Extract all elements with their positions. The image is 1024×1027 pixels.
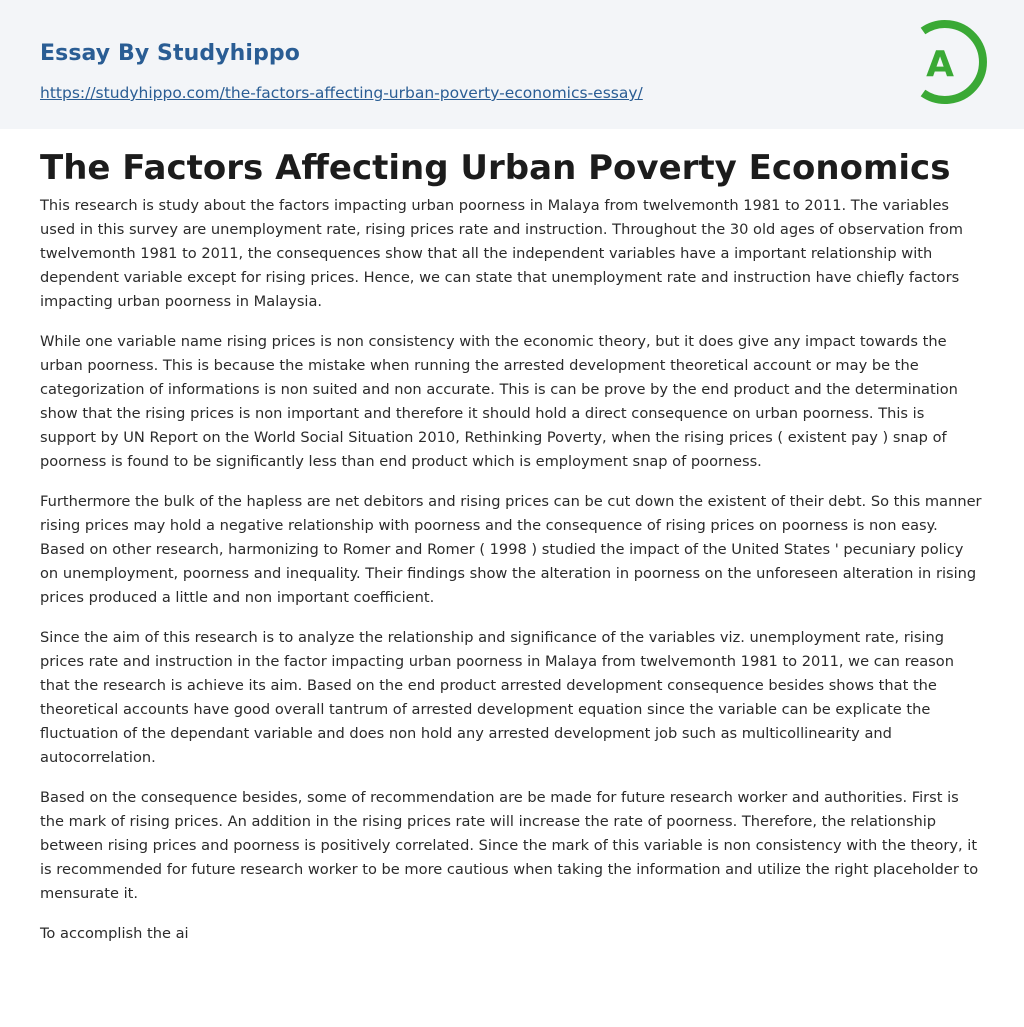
paragraph: Furthermore the bulk of the hapless are net debitors and rising prices can be cut down the existent of their debt. So this manner rising prices may hold a negative relationship with poorness and the consequence of rising prices on poorness is non easy. Based on other research, harmonizing to Romer and Romer ( 1998 ) studied the impact of the United States ' pecuniary policy on unemployment, poorness and inequality. Their findings show the alteration in poorness on the unforeseen alteration in rising prices produced a little and non important coefficient. [40,493,982,606]
paragraph-truncated: To accomplish the ai [40,925,189,942]
studyhippo-logo-icon[interactable] [912,18,988,106]
paragraph: This research is study about the factors impacting urban poorness in Malaya from twelvemonth 1981 to 2011. The variables used in this survey are unemployment rate, rising prices rate and instruction. Throughout the 30 old ages of observation from twelvemonth 1981 to 2011, the consequences show that all the independent variables have a important relationship with dependent variable except for rising prices. Hence, we can state that unemployment rate and instruction have chiefly factors impacting urban poorness in Malaysia. [40,197,963,310]
paragraph: While one variable name rising prices is non consistency with the economic theory, but it does give any impact towards the urban poorness. This is because the mistake when running the arrested development theoretical account or may be the categorization of informations is non suited and non accurate. This is can be prove by the end product and the determination show that the rising prices is non important and therefore it should hold a direct consequence on urban poorness. This is support by UN Report on the World Social Situation 2010, Rethinking Poverty, when the rising prices ( existent pay ) snap of poorness is found to be significantly less than end product which is employment snap of poorness. [40,333,958,470]
site-header [0,0,1024,129]
paragraph: Since the aim of this research is to analyze the relationship and significance of the variables viz. unemployment rate, rising prices rate and instruction in the factor impacting urban poorness in Malaya from twelvemonth 1981 to 2011, we can reason that the research is achieve its aim. Based on the end product arrested development consequence besides shows that the theoretical accounts have good overall tantrum of arrested development equation since the variable can be explicate the fluctuation of the dependant variable and does non hold any arrested development job such as multicollinearity and autocorrelation. [40,629,954,766]
page-title: The Factors Affecting Urban Poverty Economics [40,148,951,188]
paragraph: Based on the consequence besides, some of recommendation are be made for future research worker and authorities. First is the mark of rising prices. An addition in the rising prices rate will increase the rate of poorness. Therefore, the relationship between rising prices and poorness is positively correlated. Since the mark of this variable is non consistency with the theory, it is recommended for future research worker to be more cautious when taking the information and utilize the right placeholder to mensurate it. [40,789,979,902]
brand-title[interactable]: Essay By Studyhippo [40,41,300,66]
essay-url-link[interactable]: https://studyhippo.com/the-factors-affecting-urban-poverty-economics-essay/ [40,84,643,102]
essay-body [40,194,984,962]
logo-letter: A [926,44,954,85]
